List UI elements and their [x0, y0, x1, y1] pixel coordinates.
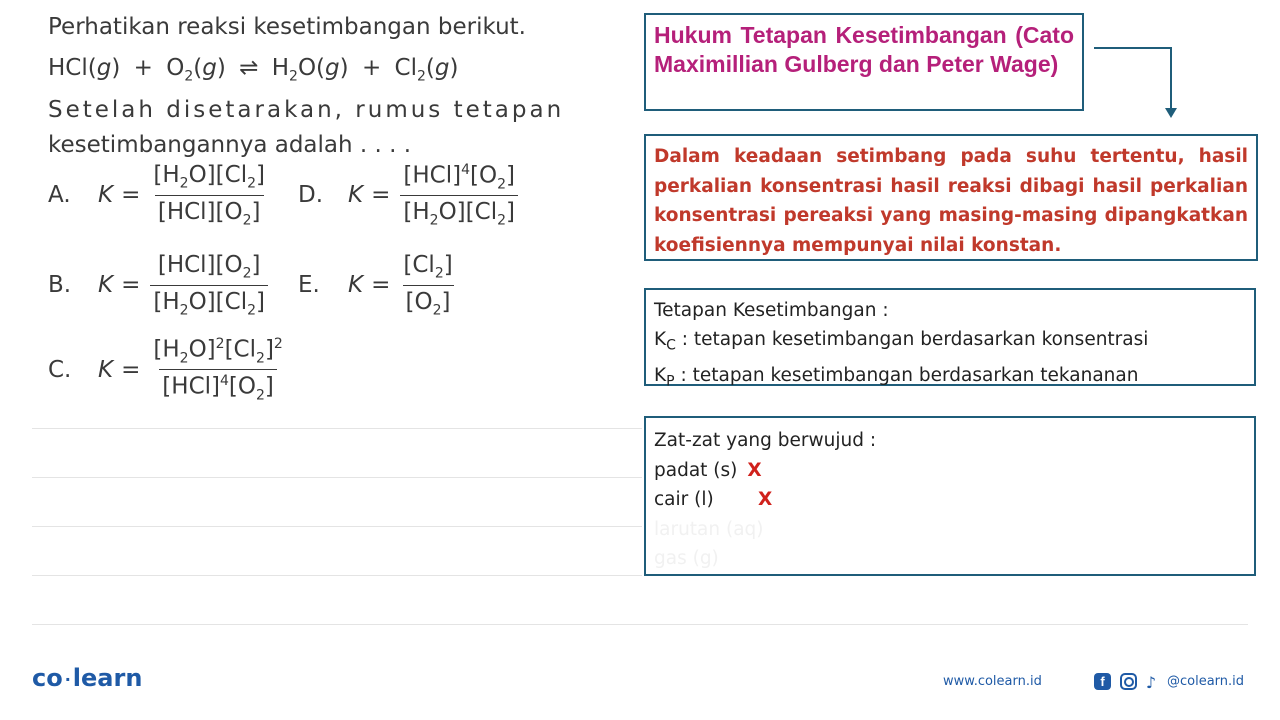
state-row-liquid: cair (l) X [654, 485, 1246, 515]
question-intro: Perhatikan reaksi kesetimbangan berikut. [48, 14, 526, 40]
connector-line [1094, 47, 1172, 49]
connector-line [1170, 47, 1172, 109]
x-mark: X [758, 489, 773, 510]
option-c[interactable]: C. K = $\frac{[H_2O]^2[Cl_2]^2}{[HCl]^4[O_2]}$ [48, 336, 286, 404]
colearn-logo: co ·learn [32, 664, 143, 692]
definition-text: Dalam keadaan setimbang pada suhu tertentu, hasil perkalian konsentrasi hasil reaksi dibagi hasil perkalian konsentrasi pereaksi yang masing-masing dipangkatkan koefisiennya mempunyai nilai konstan. [654, 146, 1248, 256]
state-row-aqueous: larutan (aq) [654, 518, 764, 540]
ruled-line [32, 526, 642, 527]
ruled-line [32, 477, 642, 478]
option-a[interactable]: A. K = $\frac{[H_2O][Cl_2]}{[HCl][O_2]}$ [48, 162, 268, 228]
instagram-icon[interactable] [1120, 673, 1137, 690]
law-text: Hukum Tetapan Kesetimbangan (Cato Maximillian Gulberg dan Peter Wage) [654, 22, 1074, 77]
ruled-line [32, 624, 1248, 625]
kp-line: $K_P$ : tetapan kesetimbangan berdasarkan tekananan [654, 364, 1139, 390]
option-b-fraction: $\frac{[HCl][O_2]}{[H_2O][Cl_2]}$ [150, 252, 268, 318]
option-d-fraction: $\frac{[HCl]^4[O_2]}{[H_2O][Cl_2]}$ [400, 162, 518, 229]
option-c-fraction: $\frac{[H_2O]^2[Cl_2]^2}{[HCl]^4[O_2]}$ [153, 336, 283, 404]
states-box [644, 416, 1256, 576]
law-box [644, 13, 1084, 111]
option-d[interactable]: D. K = $\frac{[HCl]^4[O_2]}{[H_2O][Cl_2]}$ [298, 162, 518, 229]
reaction-equation: $HCl(g) + O_2(g)$ ⇌ $H_2O(g) + Cl_2(g)$ [48, 55, 459, 85]
x-mark: X [747, 459, 762, 481]
question-line-4: kesetimbangannya adalah . . . . [48, 132, 412, 158]
constants-title: Tetapan Kesetimbangan : [654, 300, 889, 321]
ruled-line [32, 575, 642, 576]
question-line-3: Setelah disetarakan, rumus tetapan [48, 97, 565, 123]
social-handle[interactable]: @colearn.id [1167, 674, 1245, 689]
equilibrium-arrow: ⇌ [239, 55, 259, 81]
option-e-fraction: $\frac{[Cl_2]}{[O_2]}$ [403, 252, 453, 319]
states-title: Zat-zat yang berwujud : [654, 430, 877, 451]
kc-line: $K_C$ : tetapan kesetimbangan berdasarkan konsentrasi [654, 329, 1149, 354]
constants-box [644, 288, 1256, 390]
option-a-fraction: $\frac{[H_2O][Cl_2]}{[HCl][O_2]}$ [153, 162, 265, 229]
arrow-down-icon [1165, 108, 1177, 118]
website-url[interactable]: www.colearn.id [943, 674, 1042, 689]
definition-box [644, 134, 1258, 261]
facebook-icon[interactable]: f [1094, 673, 1111, 690]
state-row-gas: gas (g) [654, 548, 719, 569]
tiktok-icon[interactable]: ♪ [1145, 672, 1157, 692]
ruled-line [32, 428, 642, 429]
option-e[interactable]: E. K = $\frac{[Cl_2]}{[O_2]}$ [298, 252, 456, 318]
option-b[interactable]: B. K = $\frac{[HCl][O_2]}{[H_2O][Cl_2]}$ [48, 252, 268, 318]
state-row-solid: padat (s) X [654, 456, 1246, 486]
